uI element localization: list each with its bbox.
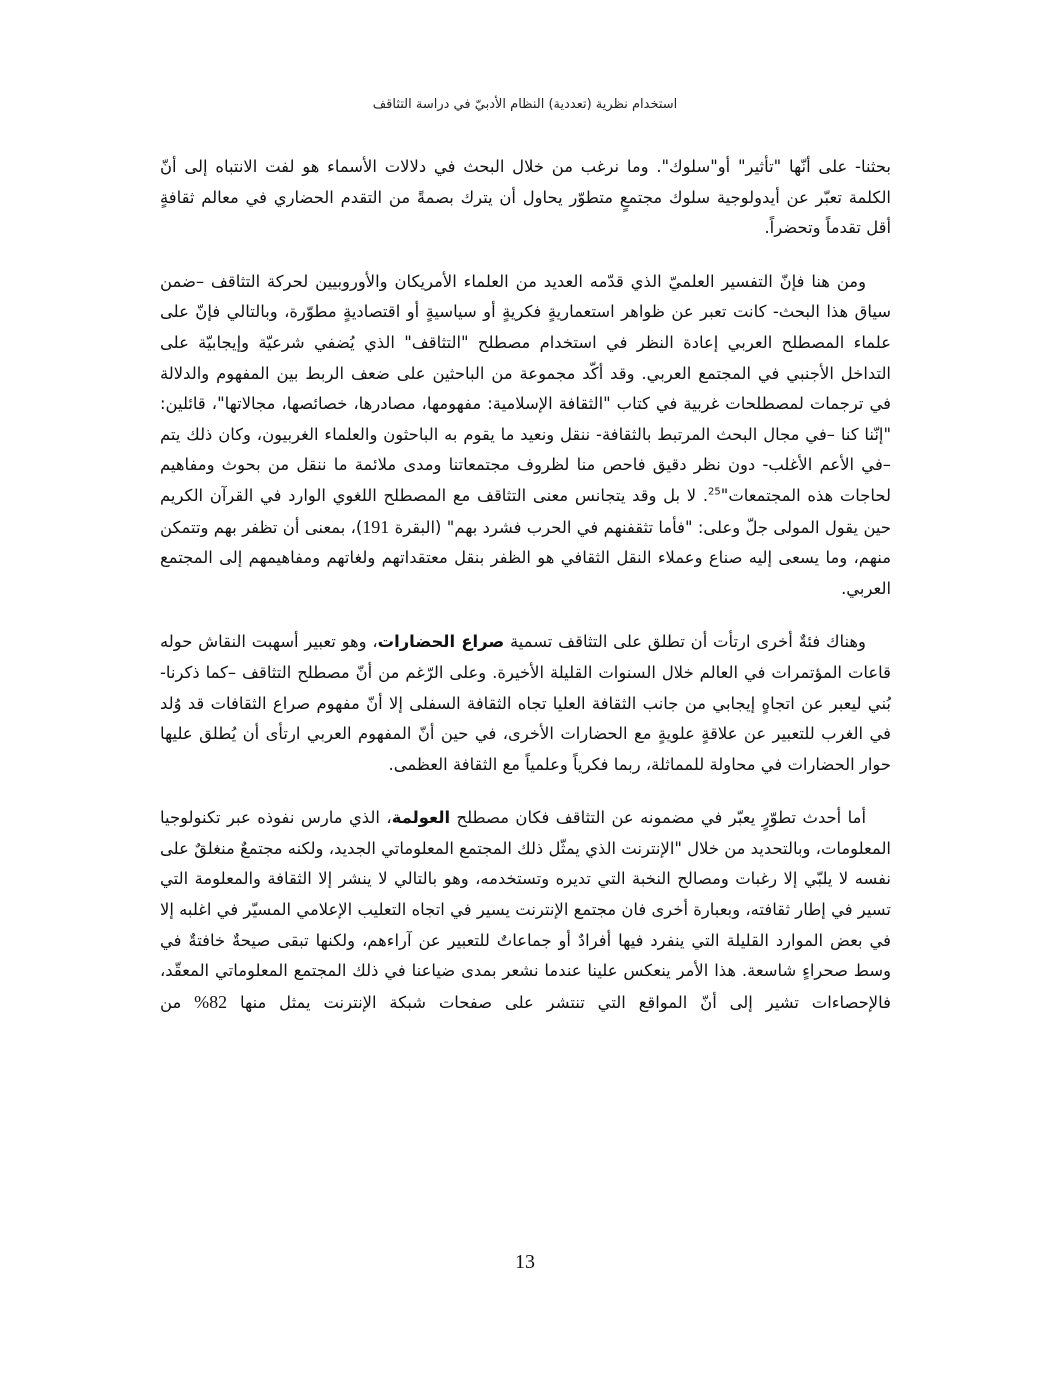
footnote-marker: 25	[708, 486, 721, 498]
bold-term-globalization: العولمة	[391, 808, 451, 828]
paragraph-3-text-a: وهناك فئةٌ أخرى ارتأت أن تطلق على التثاقف تسمية	[504, 632, 866, 652]
quran-verse-number: 191	[362, 516, 390, 537]
paragraph-2	[160, 267, 891, 605]
paragraph-4-text-a: أما أحدث تطوّرٍ يعبّر في مضمونه عن التثاقف فكان مصطلح	[450, 808, 866, 828]
paragraph-3	[160, 627, 891, 780]
running-header: استخدام نظرية (تعددية) النظام الأدبيّ في دراسة التثاقف	[372, 97, 678, 112]
paragraph-2-text-b: . لا بل وقد يتجانس معنى التثاقف مع المصطلح اللغوي الوارد في القرآن الكريم حين يقول المولى جلّ وعلى: "فأما تثقفنهم في الحرب فشرد بهم" (البقرة	[160, 485, 891, 537]
statistic-percentage: 82%	[194, 991, 228, 1012]
body-text	[160, 152, 891, 1018]
paragraph-1-text: بحثنا- على أنّها "تأثير" أو"سلوك". وما نرغب من خلال البحث في دلالات الأسماء هو لفت الانتباه إلى أنّ الكلمة تعبّر عن أيدولوجية سلوك مجتمعٍ متطوّر يحاول أن يترك بصمةً من التقدم الحضاري في معالم ثقافةٍ أقل تقدماً وتحضراً.	[160, 157, 891, 238]
paragraph-2-text-c: )، بمعنى أن تظفر بهم وتتمكن منهم، وما يسعى إليه صناع وعملاء النقل الثقافي هو الظفر بنقل معتقداتهم ولغاتهم ومفاهيمهم إلى المجتمع العربي.	[160, 517, 891, 598]
paragraph-4-text-b: ، الذي مارس نفوذه عبر تكنولوجيا المعلومات، وبالتحديد من خلال "الإنترنت الذي يمثّل ذلك المجتمع المعلوماتي الجديد، ولكنه مجتمعٌ منغلقٌ على نفسه لا يلبّي إلا رغبات ومصالح النخبة التي تديره وتستخدمه، وهو بالتالي لا ينشر إلا الثقافة والمعلومة التي تسير في إطار ثقافته، وبعبارة أخرى فان مجتمع الإنترنت يسير في اتجاه التعليب الإعلامي المسيّر في اغلبه إلا في بعض الموارد القليلة التي ينفرد فيها أفرادٌ أو جماعاتٌ للتعبير عن آراءهم، ولكنها تبقى صيحةٌ خافتةٌ في وسط صحراءٍ شاسعة. هذا الأمر ينعكس علينا عندما نشعر بمدى ضياعنا في ذلك المجتمع المعلوماتي المعقّد، فالإحصاءات تشير إلى أنّ المواقع التي تنتشر على صفحات شبكة الإنترنت يمثل منها	[160, 808, 891, 1012]
paragraph-2-text-a: ومن هنا فإنّ التفسير العلميّ الذي قدّمه العديد من العلماء الأمريكان والأوروبيين لحركة التثاقف –ضمن سياق هذا البحث- كانت تعبر عن ظواهر استعماريةٍ فكريةٍ أو سياسيةٍ أو اقتصاديةٍ مطوّرة، وبالتالي فإنّ على علماء المصطلح العربي إعادة النظر في استخدام مصطلح "التثاقف" الذي يُضفي شرعيّة وإيجابيّة على التداخل الأجنبي في المجتمع العربي. وقد أكّد مجموعة من الباحثين على ضعف الربط بين المفهوم والدلالة في ترجمات لمصطلحات غربية في كتاب "الثقافة الإسلامية: مفهومها، مصادرها، خصائصها، مجالاتها"، قائلين: "إنّنا كنا –في مجال البحث المرتبط بالثقافة- ننقل ونعيد ما يقوم به الباحثون والعلماء الغربيون، وكان ذلك يتم –في الأعم الأغلب- دون نظر دقيق فاحص منا لظروف مجتمعاتنا ومدى ملائمة ما ننقل من بحوث ومفاهيم لحاجات هذه المجتمعات"	[160, 271, 891, 505]
paragraph-1	[160, 152, 891, 244]
page-number: 13	[515, 1251, 535, 1273]
paragraph-4-text-c: من	[160, 992, 195, 1012]
paragraph-3-text-b: ، وهو تعبير أسهبت النقاش حوله قاعات المؤتمرات في العالم خلال السنوات القليلة الأخيرة. وعلى الرّغم من أنّ مصطلح التثاقف –كما ذكرنا- بُني ليعبر عن اتجاهٍ إيجابي من جانب الثقافة العليا تجاه الثقافة السفلى إلا أنّ مفهوم صراع الثقافات قد وُلد في الغرب للتعبير عن علاقةٍ علويةٍ مع الحضارات الأخرى، في حين أنّ المفهوم العربي ارتأى أن يُطلق عليها حوار الحضارات في محاولة للمماثلة، ربما فكرياً وعلمياً مع الثقافة العظمى.	[160, 632, 891, 774]
bold-term-clash-of-civilizations: صراع الحضارات	[377, 632, 505, 652]
paragraph-4	[160, 803, 891, 1018]
